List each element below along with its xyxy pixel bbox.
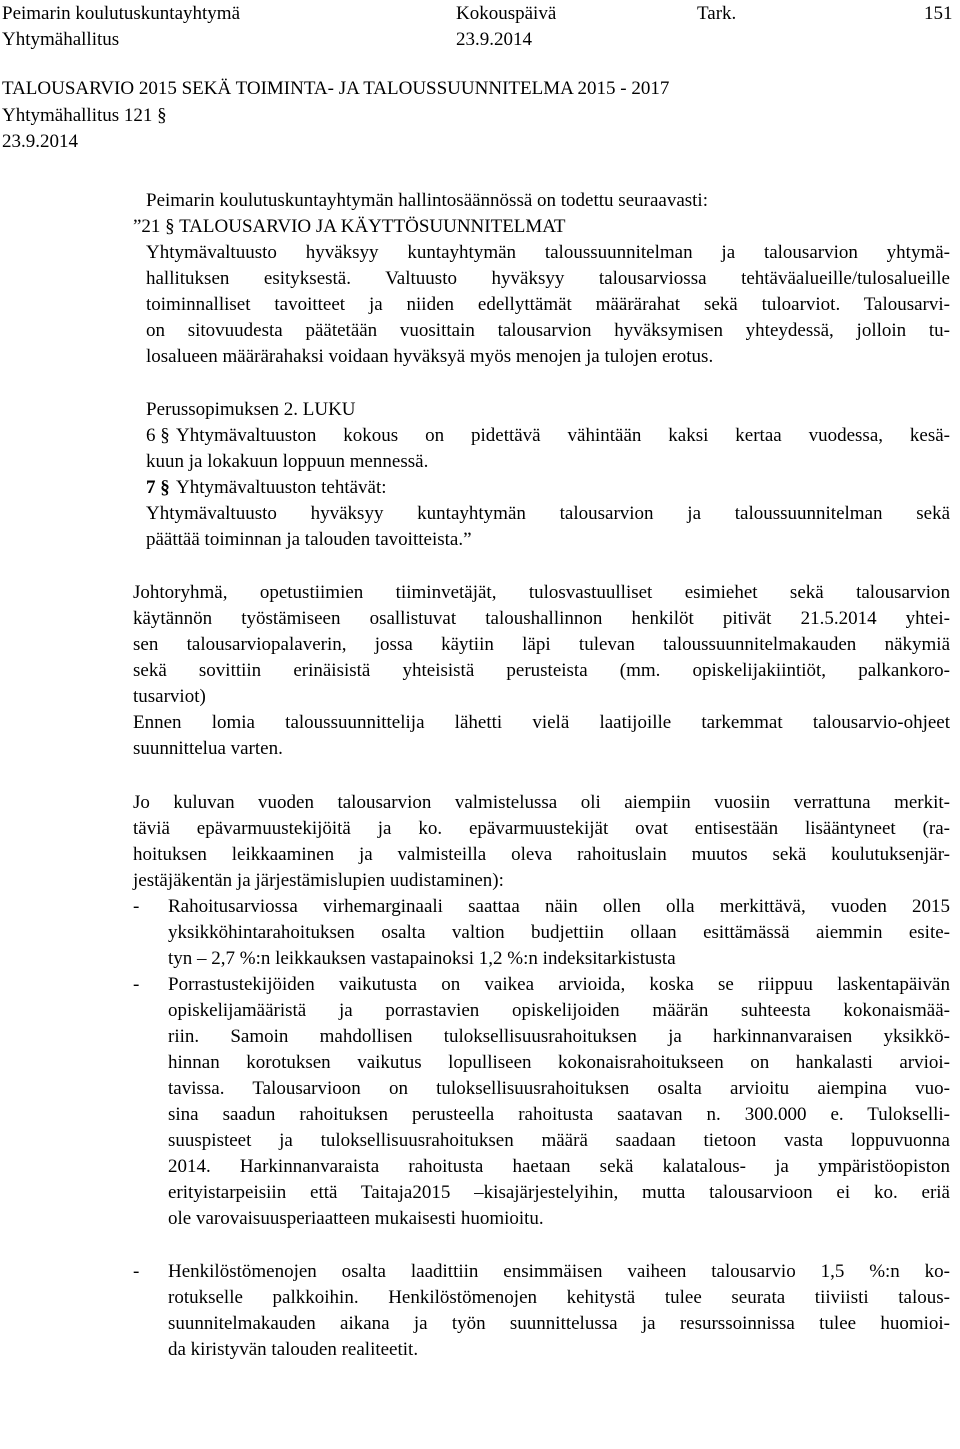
text-line: hoituksen leikkaaminen ja valmisteilla oleva rahoituslain muutos sekä koulutuksenjär- [133, 844, 950, 865]
header-tark: Tark. [697, 3, 737, 24]
text-line: suunnitelmakauden aikana ja työn suunnittelussa ja resurssoinnissa tulee huomioi- [168, 1313, 950, 1334]
text-line: Yhtymävaltuuston kokous on pidettävä vähintään kaksi kertaa vuodessa, kesä- [176, 425, 950, 446]
article-heading: Perussopimuksen 2. LUKU [146, 399, 356, 420]
header-body: Yhtymähallitus [2, 29, 120, 50]
bullet-mark: - [133, 896, 140, 917]
text-line: sen talousarviopalaverin, jossa käytiin läpi tulevan taloussuunnitelmakauden näkymiä [133, 634, 950, 655]
text-line: päättää toiminnan ja talouden tavoitteista.” [146, 529, 472, 550]
text-line: sina saadun rahoituksen perusteella rahoitusta saatavan n. 300.000 e. Tulokselli- [168, 1104, 950, 1125]
text-line: Jo kuluvan vuoden talousarvion valmistelussa oli aiempiin vuosiin verrattuna merkit- [133, 792, 950, 813]
text-line: kuun ja lokakuun loppuun mennessä. [146, 451, 429, 472]
text-line: Johtoryhmä, opetustiimien tiiminvetäjät, tulosvastuulliset esimiehet sekä talousarvion [133, 582, 950, 603]
text-line: tavissa. Talousarvioon on tuloksellisuusrahoituksen osalta arvioitu aiempina vuo- [168, 1078, 950, 1099]
text-line: hallituksen esityksestä. Valtuusto hyväksyy talousarviossa tehtäväalueille/tulosalueille [146, 268, 950, 289]
text-line: yksikköhintarahoituksen osalta valtion budjettiin ollaan esittämässä aiemmin esite- [168, 922, 950, 943]
header-date: 23.9.2014 [456, 29, 532, 50]
text-line: tusarviot) [133, 686, 206, 707]
text-line: Rahoitusarviossa virhemarginaali saattaa näin ollen olla merkittävä, vuoden 2015 [168, 896, 950, 917]
text-line: ole varovaisuusperiaatteen mukaisesti huomioitu. [168, 1208, 544, 1229]
meeting-date: 23.9.2014 [2, 131, 78, 152]
header-doc-type: Kokouspäivä [456, 3, 557, 24]
header-org: Peimarin koulutuskuntayhtymä [2, 3, 241, 24]
text-line: riin. Samoin mahdollisen tuloksellisuusrahoituksen ja harkinnanvaraisen yksikkö- [168, 1026, 950, 1047]
text-line: tyn – 2,7 %:n leikkauksen vastapainoksi 1,2 %:n indeksitarkistusta [168, 948, 676, 969]
text-line: 2014. Harkinnanvaraista rahoitusta haetaan sekä kalatalous- ja ympäristöopiston [168, 1156, 950, 1177]
text-line: opiskelijamääristä ja porrastavien opiskelijoiden määrän suhteesta kokonaismää- [168, 1000, 950, 1021]
text-line: suunnittelua varten. [133, 738, 283, 759]
text-line: losalueen määrärahaksi voidaan hyväksyä myös menojen ja tulojen erotus. [146, 346, 714, 367]
text-line: hinnan korotuksen vaikutus lopulliseen kokonaisrahoitukseen on hankalasti arvioi- [168, 1052, 950, 1073]
text-line: da kiristyvän talouden realiteetit. [168, 1339, 419, 1360]
bullet-mark: - [133, 1261, 140, 1282]
document-title: TALOUSARVIO 2015 SEKÄ TOIMINTA- JA TALOUSSUUNNITELMA 2015 - 2017 [2, 78, 670, 99]
text-line: sekä sovittiin erinäisistä yhteisistä perusteista (mm. opiskelijakiintiöt, palkankoro- [133, 660, 950, 681]
text-line: ”21 § TALOUSARVIO JA KÄYTTÖSUUNNITELMAT [133, 216, 566, 237]
text-line: suuspisteet ja tuloksellisuusrahoituksen määrä saadaan tietoon vasta loppuvuonna [168, 1130, 950, 1151]
section-7-number: 7 § [146, 477, 170, 498]
header-page-number: 151 [924, 3, 953, 24]
text-line: käytännön työstämiseen osallistuvat taloushallinnon henkilöt pitivät 21.5.2014 yhtei- [133, 608, 950, 629]
text-line: Yhtymävaltuusto hyväksyy kuntayhtymän taloussuunnitelman ja talousarvion yhtymä- [146, 242, 950, 263]
text-line: Peimarin koulutuskuntayhtymän hallintosäännössä on todettu seuraavasti: [146, 190, 708, 211]
section-6-number: 6 § [146, 425, 170, 446]
section-7-heading: Yhtymävaltuuston tehtävät: [176, 477, 387, 498]
meeting-section: Yhtymähallitus 121 § [2, 105, 167, 126]
text-line: jestäjäkentän ja järjestämislupien uudistaminen): [133, 870, 504, 891]
bullet-mark: - [133, 974, 140, 995]
text-line: erityistarpeisiin että Taitaja2015 –kisajärjestelyihin, mutta talousarvioon ei ko. eriä [168, 1182, 950, 1203]
text-line: Porrastustekijöiden vaikutusta on vaikea arvioida, koska se riippuu laskentapäivän [168, 974, 950, 995]
text-line: rotukselle palkkoihin. Henkilöstömenojen kehitystä tulee seurata tiiviisti talous- [168, 1287, 950, 1308]
text-line: Yhtymävaltuusto hyväksyy kuntayhtymän talousarvion ja taloussuunnitelman sekä [146, 503, 950, 524]
text-line: on sitovuudesta päätetään vuosittain talousarvion hyväksymisen yhteydessä, jolloin tu- [146, 320, 950, 341]
text-line: Ennen lomia taloussuunnittelija lähetti vielä laatijoille tarkemmat talousarvio-ohjeet [133, 712, 950, 733]
text-line: toiminnalliset tavoitteet ja niiden edellyttämät määrärahat sekä tuloarviot. Talousarvi- [146, 294, 950, 315]
text-line: täviä epävarmuustekijöitä ja ko. epävarmuustekijät ovat entisestään lisääntyneet (ra- [133, 818, 950, 839]
text-line: Henkilöstömenojen osalta laadittiin ensimmäisen vaiheen talousarvio 1,5 %:n ko- [168, 1261, 950, 1282]
